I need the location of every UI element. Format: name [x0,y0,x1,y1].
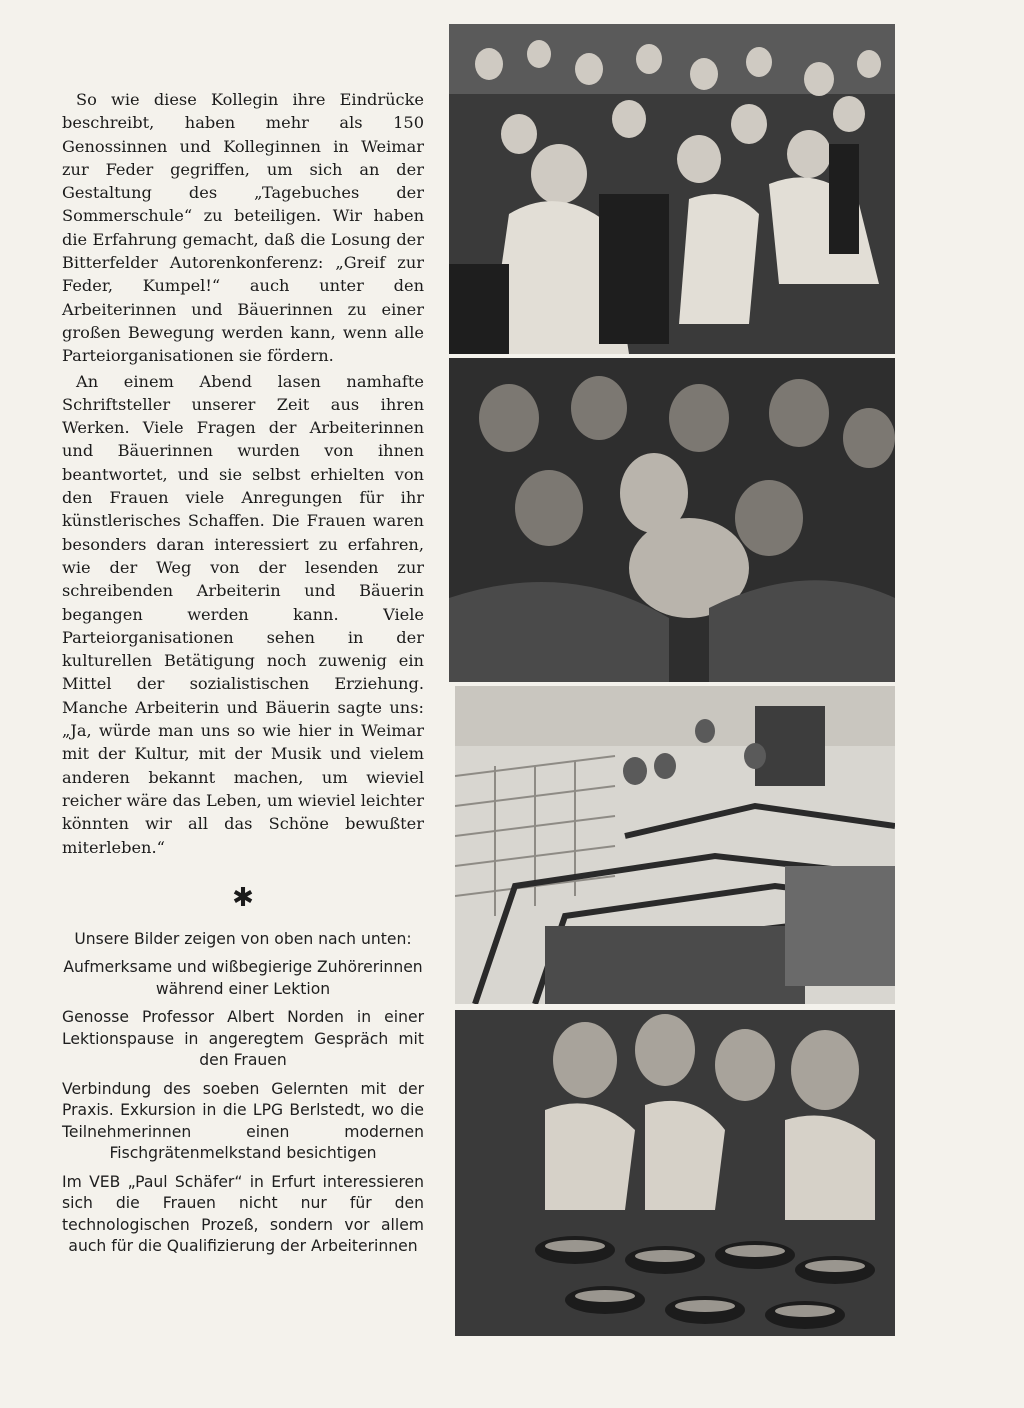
photo-shoe-factory [455,1010,895,1336]
article-paragraph-2: An einem Abend lasen namhafte Schriftsteller unserer Zeit aus ihren Werken. Viele Fragen der Arbeiterinnen und Bäuerinnen wurden von ihnen beantwortet, und sie selbst erhielten von den Frauen viele Anregungen für ihr künstlerisches Schaffen. Die Frauen waren besonders daran interessiert zu erfahren, wie der Weg von der lesenden zur schreibenden Arbeiterin und Bäuerin begangen werden kann. Viele Parteiorganisationen sehen in der kulturellen Betätigung noch zuwenig ein Mittel der sozialistischen Erziehung. Manche Arbeiterin und Bäuerin sagte uns: „Ja, würde man uns so wie hier in Weimar mit der Kultur, mit der Musik und vielem anderen bekannt machen, um wieviel reicher wäre das Leben, um wieviel leichter könnten wir all das Schöne bewußter miterleben.“ [62,371,424,857]
article-paragraph-1: So wie diese Kollegin ihre Eindrücke beschreibt, haben mehr als 150 Genossinnen und Kolleginnen in Weimar zur Feder gegriffen, um sich an der Gestaltung des „Tagebuches der Sommerschule“ zu beteiligen. Wir haben die Erfahrung gemacht, daß die Losung der Bitterfelder Autorenkonferenz: „Greif zur Feder, Kumpel!“ auch unter den Arbeiterinnen und Bäuerinnen zu einer großen Bewegung werden kann, wenn alle Parteiorganisationen sie fördern. [62,90,424,366]
captions-intro: Unsere Bilder zeigen von oben nach unten: [74,929,412,948]
photo-captions [62,929,424,1258]
photo-lecture-audience [449,24,895,354]
caption-1: Aufmerksame und wißbegierige Zuhörerinnen während einer Lektion [63,958,423,998]
section-separator-asterisk: ✱ [232,882,254,913]
caption-2: Genosse Professor Albert Norden in einer Lektionspause in angeregtem Gespräch mit den Frauen [62,1008,424,1070]
caption-4: Im VEB „Paul Schäfer“ in Erfurt interessieren sich die Frauen nicht nur für den technologischen Prozeß, sondern vor allem auch für die Qualifizierung der Arbeiterinnen [62,1172,424,1256]
caption-3: Verbindung des soeben Gelernten mit der Praxis. Exkursion in die LPG Berlstedt, wo die Teilnehmerinnen einen modernen Fischgrätenmelkstand besichtigen [62,1079,424,1163]
photo-milking-parlour [455,686,895,1004]
article-text-column [62,88,424,1265]
photo-conversation-with-professor [449,358,895,682]
